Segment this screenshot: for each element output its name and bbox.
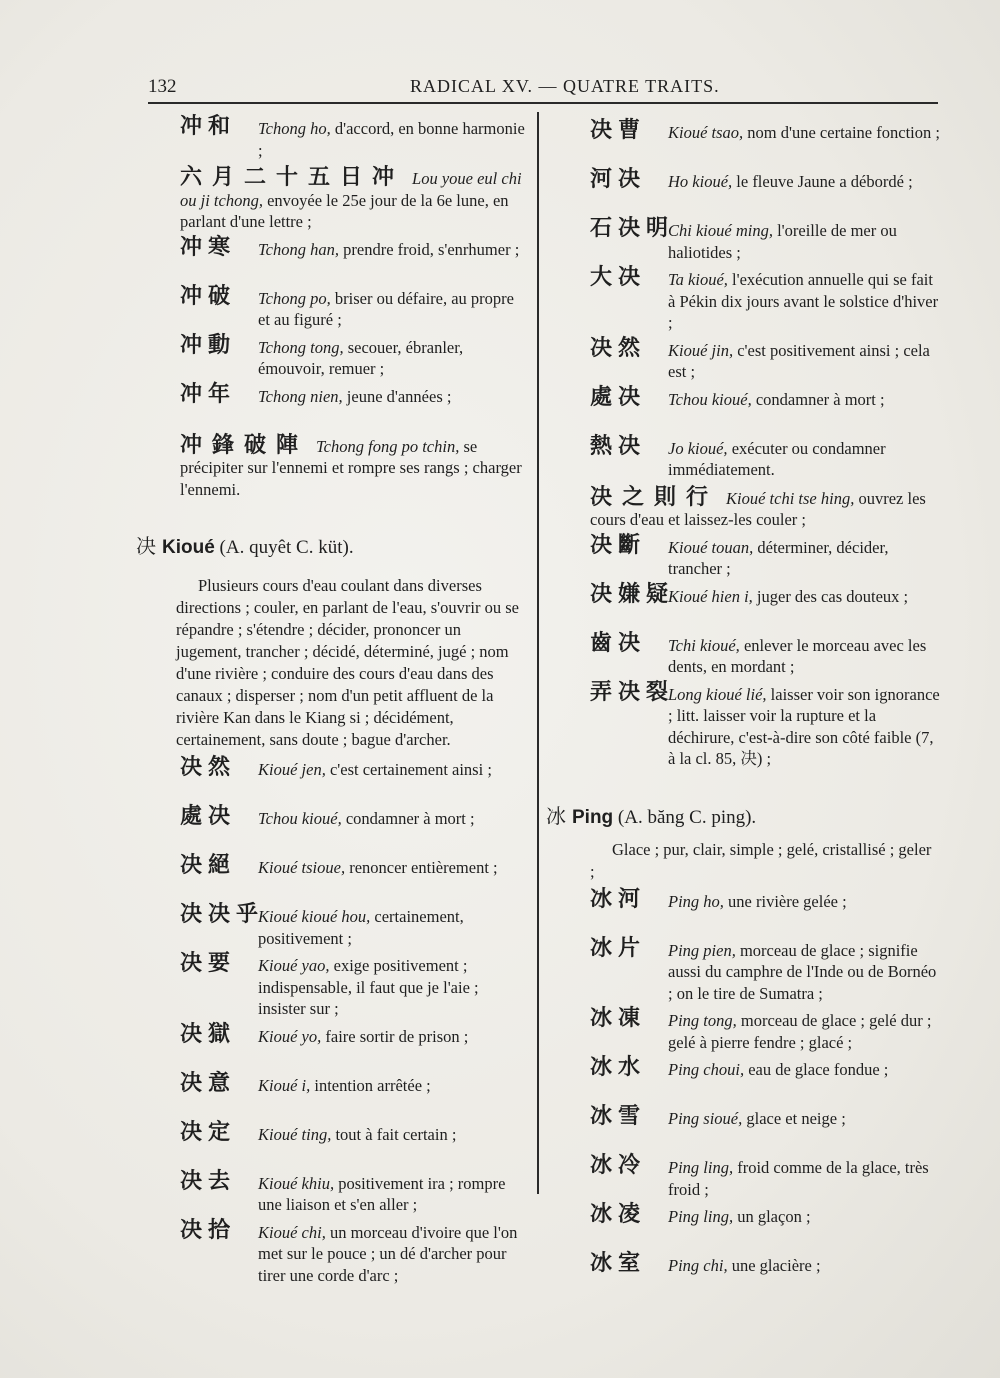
dictionary-entry bbox=[180, 234, 530, 282]
entry-romanization: Kioué jin, bbox=[668, 340, 734, 360]
entry-definition: un morceau d'ivoire que l'on met sur le pouce ; un dé d'archer pour tirer une corde d'arc ; bbox=[258, 1222, 518, 1285]
entry-definition: l'exécution annuelle qui se fait à Pékin dix jours avant le solstice d'hiver ; bbox=[668, 270, 939, 332]
entry-characters: 冲動 bbox=[180, 332, 237, 358]
entry-romanization: Ping sioué, bbox=[668, 1109, 743, 1128]
entry-characters: 六月二十五日冲 bbox=[180, 165, 405, 190]
entry-romanization: Tchong nien, bbox=[258, 386, 343, 406]
entry-characters: 决斷 bbox=[590, 532, 647, 558]
entry-definition: tout à fait certain ; bbox=[331, 1124, 457, 1144]
dictionary-entry bbox=[590, 167, 940, 214]
dictionary-entry bbox=[590, 118, 940, 165]
entry-definition: froid comme de la glace, très froid ; bbox=[668, 1158, 929, 1199]
entry-romanization: Tchong han, bbox=[258, 239, 339, 259]
dictionary-entry bbox=[180, 853, 530, 900]
entry-characters: 决獄 bbox=[180, 1021, 237, 1047]
entry-characters: 冲寒 bbox=[180, 234, 237, 260]
dictionary-entry bbox=[590, 1104, 940, 1151]
entry-definition: le fleuve Jaune a débordé ; bbox=[732, 172, 913, 191]
entry-romanization: Ta kioué, bbox=[668, 270, 728, 289]
entry-definition: secouer, ébranler, émouvoir, remuer ; bbox=[258, 337, 464, 378]
page-header bbox=[148, 72, 938, 106]
entry-romanization: Kioué ting, bbox=[258, 1124, 332, 1144]
entry-characters: 冰河 bbox=[590, 886, 647, 912]
dictionary-entry bbox=[180, 167, 530, 233]
entry-romanization: Kioué tsioue, bbox=[258, 858, 346, 877]
entry-romanization: Ping ling, bbox=[668, 1158, 734, 1177]
entry-romanization: Tchong ho, bbox=[258, 119, 331, 138]
entries-ping bbox=[590, 886, 940, 1299]
entry-characters: 决要 bbox=[180, 951, 237, 976]
headword-romanization: Ping bbox=[572, 806, 614, 828]
entry-definition: condamner à mort ; bbox=[751, 389, 885, 409]
entry-definition: une rivière gelée ; bbox=[723, 891, 847, 911]
entry-definition: exécuter ou condamner immédiatement. bbox=[668, 438, 886, 479]
entry-definition: un glaçon ; bbox=[733, 1207, 811, 1226]
entry-romanization: Kioué tchi tse hing, bbox=[726, 488, 855, 508]
dictionary-entry bbox=[180, 902, 530, 949]
page-number: 132 bbox=[148, 76, 177, 97]
entry-definition: morceau de glace ; signifie aussi du camphre de l'Inde ou de Bornéo ; on le tire de Sumatra ; bbox=[668, 940, 937, 1003]
entry-romanization: Kioué touan, bbox=[668, 537, 754, 557]
entry-romanization: Kioué yo, bbox=[258, 1026, 322, 1046]
entry-definition: laisser voir son ignorance ; litt. laisser voir la rupture et la déchirure, c'est-à-dire son côté faible (7, à la cl. 85, 决) ; bbox=[668, 684, 940, 768]
entry-definition: c'est positivement ainsi ; cela est ; bbox=[668, 340, 930, 381]
dictionary-entry bbox=[180, 432, 530, 501]
dictionary-entry bbox=[180, 755, 530, 802]
dictionary-entry bbox=[180, 1021, 530, 1069]
entry-characters: 河决 bbox=[590, 167, 647, 192]
headword-ping bbox=[546, 800, 940, 829]
entry-romanization: Long kioué lié, bbox=[668, 684, 767, 704]
entry-definition: se précipiter sur l'ennemi et rompre ses rangs ; charger l'ennemi. bbox=[180, 436, 522, 499]
headword-pronunciations: (A. băng C. ping). bbox=[613, 806, 757, 828]
entry-romanization: Kioué tsao, bbox=[668, 123, 744, 142]
running-title: RADICAL XV. — QUATRE TRAITS. bbox=[410, 76, 720, 96]
entries-kioue bbox=[180, 755, 530, 1286]
entry-characters: 冰雪 bbox=[590, 1104, 647, 1129]
entry-characters: 决去 bbox=[180, 1168, 237, 1194]
entry-characters: 决定 bbox=[180, 1119, 237, 1145]
entry-definition: jeune d'années ; bbox=[342, 386, 452, 406]
entry-characters: 决意 bbox=[180, 1070, 237, 1096]
entry-characters: 决拾 bbox=[180, 1217, 237, 1243]
entry-definition: positivement ira ; rompre une liaison et s'en aller ; bbox=[258, 1173, 506, 1214]
entry-definition: briser ou défaire, au propre et au figuré ; bbox=[258, 288, 514, 329]
definition-paragraph: Glace ; pur, clair, simple ; gelé, cristallisé ; geler ; bbox=[590, 839, 932, 881]
entry-characters: 處决 bbox=[180, 804, 237, 829]
dictionary-entry bbox=[590, 1202, 940, 1249]
entry-characters: 大决 bbox=[590, 265, 647, 290]
dictionary-entry bbox=[180, 332, 530, 380]
header-rule bbox=[148, 102, 938, 104]
entry-definition: certainement, positivement ; bbox=[258, 907, 464, 948]
headword-romanization: Kioué bbox=[162, 537, 215, 558]
entry-romanization: Ping tong, bbox=[668, 1011, 737, 1030]
entry-characters: 冰凌 bbox=[590, 1202, 647, 1227]
dictionary-entry bbox=[590, 1153, 940, 1200]
dictionary-entry bbox=[180, 1070, 530, 1118]
entry-romanization: Kioué kioué hou, bbox=[258, 907, 371, 926]
entry-romanization: Lou youe eul chi ou ji tchong, bbox=[180, 169, 522, 210]
headword-kioue bbox=[136, 530, 530, 559]
entry-definition: glace et neige ; bbox=[742, 1109, 846, 1128]
entry-characters: 冰凍 bbox=[590, 1006, 647, 1031]
dictionary-entry bbox=[590, 581, 940, 629]
entry-characters: 冰室 bbox=[590, 1251, 647, 1276]
dictionary-entry bbox=[590, 265, 940, 334]
dictionary-entry bbox=[180, 114, 530, 161]
dictionary-entry bbox=[590, 1251, 940, 1298]
entry-romanization: Tchong fong po tchin, bbox=[316, 436, 460, 456]
dictionary-entry bbox=[590, 433, 940, 481]
entry-characters: 熱决 bbox=[590, 433, 647, 459]
entry-romanization: Tchong po, bbox=[258, 288, 331, 308]
entry-definition: l'oreille de mer ou haliotides ; bbox=[668, 221, 897, 262]
entry-definition: exige positivement ; indispensable, il faut que je l'aie ; insister sur ; bbox=[258, 956, 479, 1018]
entry-romanization: Ping ho, bbox=[668, 891, 724, 911]
column-divider bbox=[537, 112, 539, 1194]
entry-romanization: Ping pien, bbox=[668, 940, 736, 960]
entry-characters: 冰冷 bbox=[590, 1153, 647, 1178]
headword-character: 决 bbox=[136, 534, 156, 558]
dictionary-entry bbox=[590, 384, 940, 432]
entry-definition: envoyée le 25e jour de la 6e lune, en parlant d'une lettre ; bbox=[180, 190, 509, 231]
entry-definition: juger des cas douteux ; bbox=[752, 586, 909, 606]
dictionary-entry bbox=[590, 630, 940, 678]
left-column bbox=[136, 114, 530, 1292]
entry-characters: 冲鋒破陣 bbox=[180, 432, 309, 458]
entry-characters: 齒决 bbox=[590, 630, 647, 656]
right-column bbox=[546, 118, 940, 1304]
entry-characters: 决然 bbox=[590, 335, 647, 361]
entry-characters: 决决乎 bbox=[180, 902, 265, 927]
entry-characters: 冰片 bbox=[590, 935, 647, 961]
entry-definition: enlever le morceau avec les dents, en mordant ; bbox=[668, 635, 927, 676]
entry-definition: intention arrêtée ; bbox=[310, 1075, 431, 1095]
entry-romanization: Kioué chi, bbox=[258, 1222, 326, 1242]
entries-kioue-cont bbox=[590, 118, 940, 770]
dictionary-entry bbox=[180, 951, 530, 1020]
entry-romanization: Tchou kioué, bbox=[258, 809, 342, 828]
dictionary-entry bbox=[590, 484, 940, 531]
dictionary-entry bbox=[180, 804, 530, 851]
entry-definition: d'accord, en bonne harmonie ; bbox=[258, 119, 525, 160]
dictionary-entry bbox=[180, 1119, 530, 1167]
dictionary-entry bbox=[590, 1055, 940, 1102]
entry-characters: 冰水 bbox=[590, 1055, 647, 1080]
entry-definition: ouvrez les cours d'eau et laissez-les couler ; bbox=[590, 488, 926, 529]
entry-characters: 冲和 bbox=[180, 114, 237, 139]
entry-characters: 决之則行 bbox=[590, 484, 719, 510]
entry-romanization: Kioué khiu, bbox=[258, 1173, 335, 1193]
entry-characters: 冲年 bbox=[180, 381, 237, 407]
entry-definition: renoncer entièrement ; bbox=[345, 858, 498, 877]
entry-characters: 决然 bbox=[180, 755, 237, 780]
dictionary-entry bbox=[180, 1217, 530, 1287]
entry-romanization: Tchi kioué, bbox=[668, 635, 740, 655]
dictionary-entry bbox=[180, 381, 530, 429]
entry-characters: 决嫌疑 bbox=[590, 581, 675, 607]
entry-romanization: Ping ling, bbox=[668, 1207, 734, 1226]
entry-romanization: Tchou kioué, bbox=[668, 389, 752, 409]
dictionary-entry bbox=[590, 935, 940, 1005]
entry-characters: 石决明 bbox=[590, 216, 675, 241]
entry-characters: 處决 bbox=[590, 384, 647, 410]
entry-definition: nom d'une certaine fonction ; bbox=[743, 123, 940, 142]
entry-characters: 弄决裂 bbox=[590, 679, 675, 705]
dictionary-entry bbox=[590, 886, 940, 934]
dictionary-entry bbox=[590, 1006, 940, 1053]
headword-character: 冰 bbox=[546, 803, 566, 828]
entry-definition: une glacière ; bbox=[727, 1256, 821, 1275]
entry-romanization: Jo kioué, bbox=[668, 438, 728, 458]
entry-romanization: Chi kioué ming, bbox=[668, 221, 773, 240]
entry-romanization: Ho kioué, bbox=[668, 172, 733, 191]
entry-romanization: Kioué i, bbox=[258, 1075, 311, 1095]
entry-characters: 冲破 bbox=[180, 283, 237, 309]
headword-pronunciations: (A. quyêt C. küt). bbox=[214, 537, 354, 558]
entries-chong bbox=[180, 114, 530, 500]
entry-definition: eau de glace fondue ; bbox=[744, 1060, 889, 1079]
entry-romanization: Ping chi, bbox=[668, 1256, 728, 1275]
entry-characters: 决曹 bbox=[590, 118, 647, 143]
dictionary-entry bbox=[590, 679, 940, 770]
definition-paragraph: Plusieurs cours d'eau coulant dans diverses directions ; couler, en parlant de l'eau, s'ouvrir ou se répandre ; s'étendre ; décider, prononcer un jugement, trancher ; décidé, déterminé, jugé ; nom d'une rivière ; conduire des cours d'eau dans des canaux ; disperser ; nom d'un petit affluent de la rivière Kan dans le Kiang si ; décidément, certainement, sans doute ; bague d'archer. bbox=[176, 576, 519, 749]
dictionary-entry bbox=[590, 532, 940, 580]
entry-definition: c'est certainement ainsi ; bbox=[325, 760, 492, 779]
entry-romanization: Kioué jen, bbox=[258, 760, 326, 779]
entry-romanization: Tchong tong, bbox=[258, 337, 344, 357]
dictionary-entry bbox=[180, 1168, 530, 1216]
entry-characters: 决絕 bbox=[180, 853, 237, 878]
entry-definition: faire sortir de prison ; bbox=[321, 1026, 469, 1046]
entry-romanization: Kioué yao, bbox=[258, 956, 330, 975]
dictionary-entry bbox=[180, 283, 530, 331]
entry-definition: condamner à mort ; bbox=[341, 809, 475, 828]
dictionary-entry bbox=[590, 335, 940, 383]
entry-definition: prendre froid, s'enrhumer ; bbox=[339, 239, 520, 259]
dictionary-entry bbox=[590, 216, 940, 263]
entry-definition: morceau de glace ; gelé dur ; gelé à pierre fendre ; glacé ; bbox=[668, 1011, 932, 1052]
entry-romanization: Ping choui, bbox=[668, 1060, 745, 1079]
entry-definition: déterminer, décider, trancher ; bbox=[668, 537, 889, 578]
entry-romanization: Kioué hien i, bbox=[668, 586, 753, 606]
